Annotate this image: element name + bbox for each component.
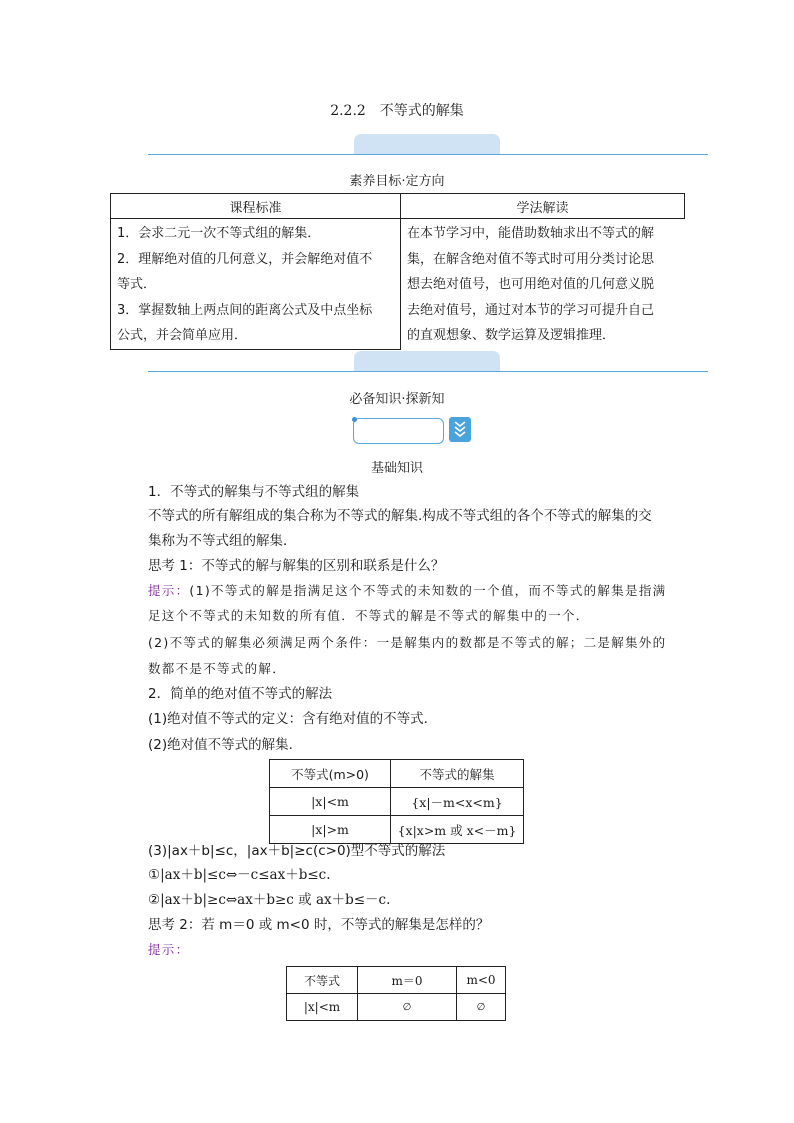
topic-2-item-1: (1)绝对值不等式的定义：含有绝对值的不等式． [148,711,438,727]
table-cell: {x|－m<x<m} [391,788,524,816]
method-line: 集，在解含绝对值不等式时可用分类讨论思 [407,251,655,267]
table-cell: ∅ [358,994,457,1021]
hint-1-line-c: (2)不等式的解集必须满足两个条件：一是解集内的数都是不等式的解；二是解集外的 [148,635,667,650]
think-1: 思考 1：不等式的解与解集的区别和联系是什么？ [148,558,445,574]
section-tab-1 [354,134,500,155]
knowledge-box [353,418,444,444]
method-line: 想去绝对值号，也可用绝对值的几何意义脱 [407,277,655,292]
topic-2-item-2: (2)绝对值不等式的解集. [148,737,293,753]
topic-2-title: 2．简单的绝对值不等式的解法 [148,686,333,702]
table-header-cell: 不等式 [287,967,358,994]
hint-label: 提示： [148,942,190,957]
hint-table [286,966,506,1021]
think-2: 思考 2：若 m＝0 或 m<0 时，不等式的解集是怎样的？ [148,917,490,933]
method-line: 去绝对值号，通过对本节的学习可提升自己 [407,302,655,318]
table-header-cell: m<0 [457,967,506,994]
method-line: 的直观想象、数学运算及逻辑推理． [407,328,616,343]
goals-table [110,193,685,350]
section-rule-1 [148,154,708,155]
standard-line: 3．掌握数轴上两点间的距离公式及中点坐标 [117,302,373,318]
solution-set-table [269,759,524,844]
method-line: 在本节学习中，能借助数轴求出不等式的解 [407,226,655,241]
goals-header-standard: 课程标准 [111,194,401,219]
page-title: 2.2.2 不等式的解集 [330,103,464,119]
goals-header-method: 学法解读 [401,194,685,219]
hint-1-line-b: 足这个不等式的未知数的所有值．不等式的解是不等式的解集中的一个． [148,608,590,623]
topic-2-item-3: (3)|ax＋b|≤c，|ax＋b|≥c(c>0)型不等式的解法 [148,843,446,859]
standard-line: 等式． [117,277,157,292]
hint-1-line-a [148,579,678,603]
topic-1-body-line-2: 集称为不等式组的解集． [148,533,297,549]
standard-line: 2．理解绝对值的几何意义，并会解绝对值不 [117,251,373,267]
goals-method-cell [401,219,685,350]
topic-2-rule-1: ①|ax＋b|≤c⇔－c≤ax＋b≤c. [148,867,331,883]
section-tab-2 [354,351,500,372]
table-header-cell: m＝0 [358,967,457,994]
topic-1-body-line-1: 不等式的所有解组成的集合称为不等式的解集.构成不等式组的各个不等式的解集的交 [148,508,652,524]
table-cell: |x|<m [287,994,358,1021]
table-cell: ∅ [457,994,506,1021]
hint-1-text-a: (1)不等式的解是指满足这个不等式的未知数的一个值，而不等式的解集是指满 [189,583,667,598]
table-cell: {x|x>m 或 x<－m} [391,816,524,844]
hint-2-label [148,938,678,962]
table-row [287,994,506,1021]
table-cell: |x|<m [270,788,391,816]
expand-chevrons-icon[interactable] [449,417,471,442]
bullet-dot-icon [352,417,357,422]
section-rule-2 [148,371,708,372]
table-header-cell: 不等式的解集 [391,760,524,788]
hint-1-line-d: 数都不是不等式的解． [148,661,287,676]
goals-standard-cell [111,219,401,350]
section-heading-goals: 素养目标·定方向 [349,174,445,189]
table-row [270,788,524,816]
section-heading-knowledge: 必备知识·探新知 [349,392,445,407]
table-header-cell: 不等式(m>0) [270,760,391,788]
standard-line: 公式，并会简单应用． [117,328,248,343]
topic-2-rule-2: ②|ax＋b|≥c⇔ax＋b≥c 或 ax＋b≤－c. [148,892,391,908]
standard-line: 1．会求二元一次不等式组的解集． [117,226,321,241]
topic-1-title: 1．不等式的解集与不等式组的解集 [148,484,360,500]
table-cell: |x|>m [270,816,391,844]
hint-label: 提示： [148,583,190,598]
basic-knowledge-heading: 基础知识 [370,461,423,476]
